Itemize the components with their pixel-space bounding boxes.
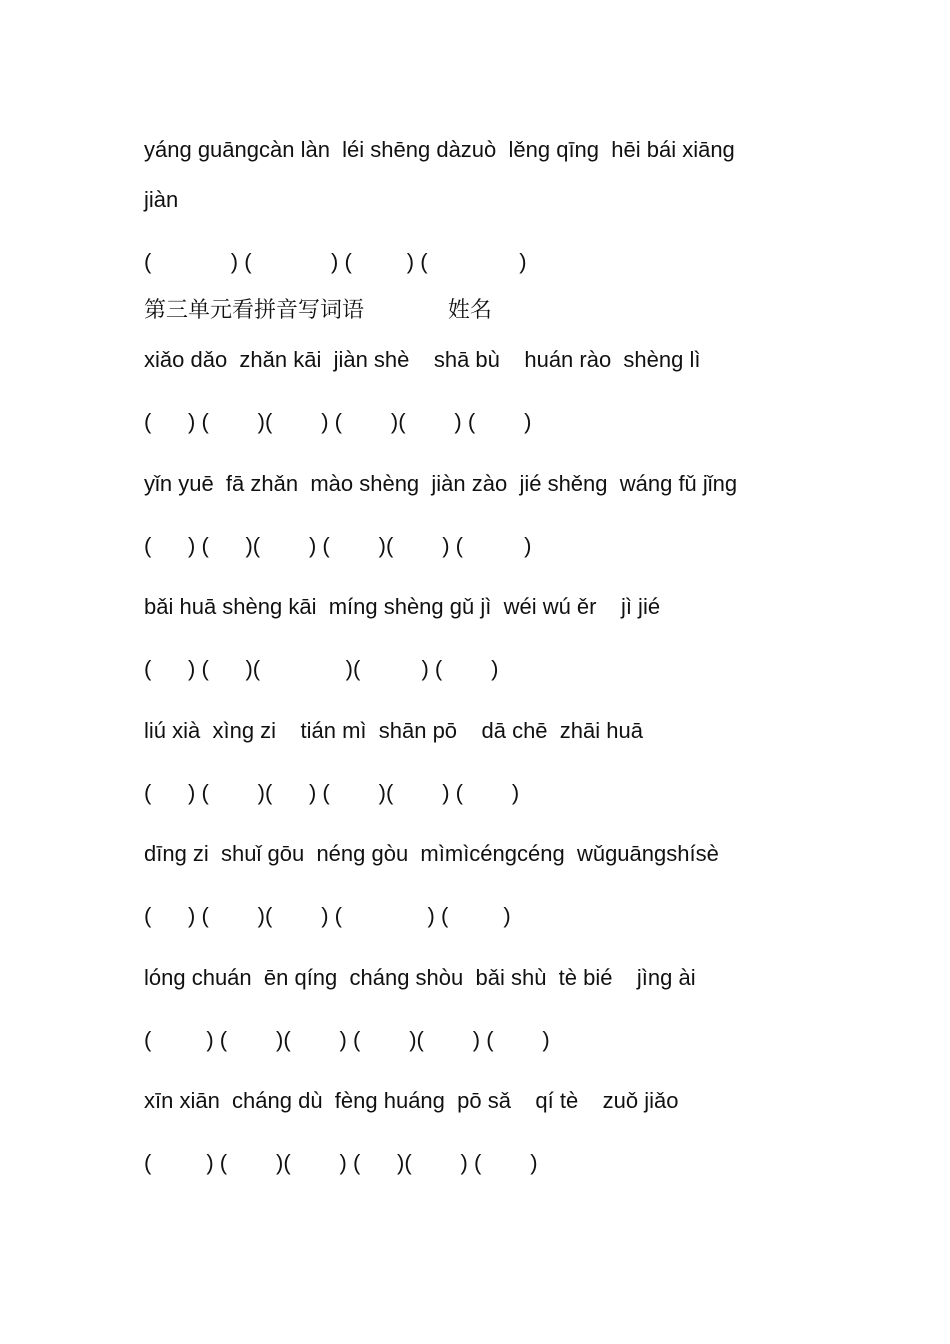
pinyin-line-1: yáng guāngcàn làn léi shēng dàzuò lěng qīng hēi bái xiāng (144, 137, 735, 162)
answer-blanks-row-3: ( ) ( )( ) ( )( ) ( ) (144, 533, 532, 558)
pinyin-line-4: bǎi huā shèng kāi míng shèng gǔ jì wéi wú ěr jì jié (144, 594, 661, 619)
pinyin-line-5: liú xià xìng zi tián mì shān pō dā chē zhāi huā (144, 718, 643, 743)
answer-blanks-row-1: ( ) ( ) ( ) ( ) (144, 249, 527, 274)
answer-blanks-row-8: ( ) ( )( ) ( )( ) ( ) (144, 1150, 538, 1175)
answer-blanks-row-2: ( ) ( )( ) ( )( ) ( ) (144, 409, 532, 434)
section-heading: 第三单元看拼音写词语 姓名 (144, 298, 492, 323)
answer-blanks-row-5: ( ) ( )( ) ( )( ) ( ) (144, 780, 520, 805)
pinyin-line-8: xīn xiān cháng dù fèng huáng pō sǎ qí tè zuǒ jiǎo (144, 1088, 679, 1113)
answer-blanks-row-4: ( ) ( )( )( ) ( ) (144, 656, 499, 681)
pinyin-line-3: yǐn yuē fā zhǎn mào shèng jiàn zào jié shěng wáng fǔ jǐng (144, 471, 738, 496)
pinyin-line-7: lóng chuán ēn qíng cháng shòu bǎi shù tè bié jìng ài (144, 965, 696, 990)
answer-blanks-row-6: ( ) ( )( ) ( ) ( ) (144, 903, 511, 928)
answer-blanks-row-7: ( ) ( )( ) ( )( ) ( ) (144, 1027, 550, 1052)
pinyin-line-2: xiǎo dǎo zhǎn kāi jiàn shè shā bù huán rào shèng lì (144, 347, 701, 372)
pinyin-line-6: dīng zi shuǐ gōu néng gòu mìmìcéngcéng wǔguāngshísè (144, 841, 719, 866)
pinyin-line-1-continued: jiàn (144, 187, 179, 212)
